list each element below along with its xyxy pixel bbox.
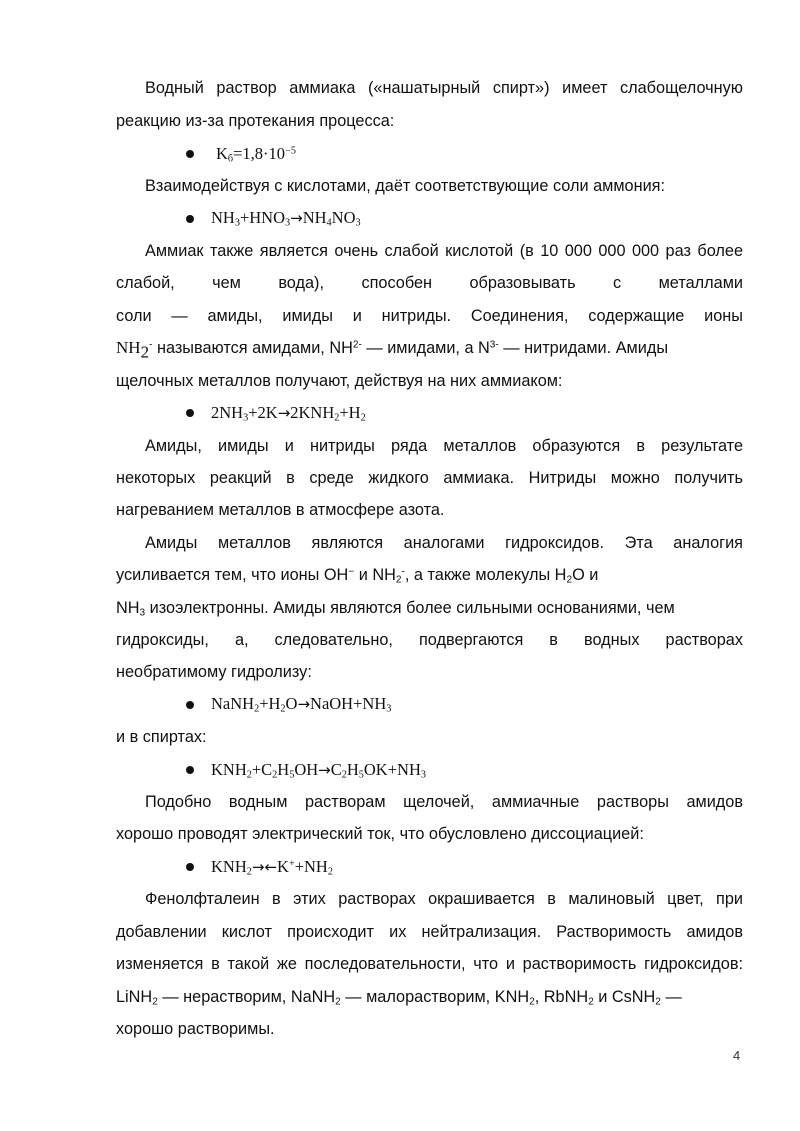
arrow-right-icon: → bbox=[290, 209, 303, 227]
paragraph-line: некоторых реакций в среде жидкого аммиака. Нитриды можно получить bbox=[116, 469, 743, 487]
bullet-icon bbox=[186, 701, 194, 709]
paragraph-line: Подобно водным растворам щелочей, аммиачные растворы амидов bbox=[145, 793, 743, 811]
paragraph-line: LiNH$_2$ — нерастворим, NaNH$_2$ — малорастворим, $KNH_2$, RbNH$_2$ и CsNH$_2$ — bbox=[116, 988, 682, 1008]
equation-potassium-amide-ethanol: $KNH_2+C_2H_5OH\to C_2H_5OK+NH_3$ bbox=[211, 760, 426, 781]
paragraph-line: хорошо проводят электрический ток, что обусловлено диссоциацией: bbox=[116, 825, 644, 843]
equation-ammonia-nitric-acid: $NH_3+HNO_3\to NH_4NO_3$ bbox=[211, 208, 361, 229]
arrow-right-icon: → bbox=[251, 858, 265, 876]
paragraph-line: Амиды металлов являются аналогами гидроксидов. Эта аналогия bbox=[145, 534, 743, 552]
paragraph-line: реакцию из-за протекания процесса: bbox=[116, 112, 395, 130]
paragraph-line: Водный раствор аммиака («нашатырный спирт») имеет слабощелочную bbox=[145, 79, 743, 97]
paragraph-line: Взаимодействуя с кислотами, даёт соответствующие соли аммония: bbox=[145, 177, 666, 195]
bullet-icon bbox=[186, 215, 194, 223]
equation-ammonia-potassium: $2NH_3+2K\to 2KNH_2+H_2$ bbox=[211, 403, 366, 424]
paragraph-line: Амиды, имиды и нитриды ряда металлов образуются в результате bbox=[145, 437, 743, 455]
paragraph-line: изменяется в такой же последовательности, что и растворимость гидроксидов: bbox=[116, 955, 743, 973]
paragraph-line: $NH_2^-$ называются амидами, $NH^{2-}$ — имидами, а $N^{3-}$ — нитридами. Амиды bbox=[116, 338, 669, 362]
bullet-icon bbox=[186, 150, 194, 158]
bullet-icon bbox=[186, 766, 194, 774]
arrow-right-icon: → bbox=[277, 404, 291, 422]
paragraph-line: Фенолфталеин в этих растворах окрашивается в малиновый цвет, при bbox=[145, 890, 743, 908]
arrow-right-icon: → bbox=[318, 761, 331, 779]
paragraph-line: Аммиак также является очень слабой кислотой (в 10 000 000 000 раз более bbox=[145, 242, 743, 260]
paragraph-line: слабой, чем вода), способен образовывать с металлами bbox=[116, 274, 743, 292]
paragraph-line: усиливается тем, что ионы OH− и $NH_2^-$, а также молекулы $H_2O$ и bbox=[116, 566, 599, 586]
equation-potassium-amide-dissociation: $KNH_2\to\leftarrow K^++NH_2$ bbox=[211, 857, 333, 878]
equation-dissociation-constant: $K_б=1,8\cdot 10^{-5}$ bbox=[216, 144, 296, 165]
page-number: 4 bbox=[733, 1048, 741, 1063]
paragraph-line: необратимому гидролизу: bbox=[116, 663, 312, 681]
paragraph-line: нагреванием металлов в атмосфере азота. bbox=[116, 501, 445, 519]
paragraph-line: $NH_3$ изоэлектронны. Амиды являются более сильными основаниями, чем bbox=[116, 599, 675, 619]
paragraph-line: добавлении кислот происходит их нейтрализация. Растворимость амидов bbox=[116, 923, 743, 941]
paragraph-line: щелочных металлов получают, действуя на них аммиаком: bbox=[116, 372, 563, 390]
arrow-left-icon: ← bbox=[264, 858, 278, 876]
paragraph-line: соли — амиды, имиды и нитриды. Соединения, содержащие ионы bbox=[116, 307, 743, 325]
bullet-icon bbox=[186, 409, 194, 417]
paragraph-line: и в спиртах: bbox=[116, 728, 207, 746]
arrow-right-icon: → bbox=[297, 695, 311, 713]
paragraph-line: хорошо растворимы. bbox=[116, 1020, 275, 1038]
bullet-icon bbox=[186, 863, 194, 871]
paragraph-line: гидроксиды, а, следовательно, подвергаются в водных растворах bbox=[116, 631, 743, 649]
equation-sodium-amide-hydrolysis: $NaNH_2+H_2O\to NaOH+NH_3$ bbox=[211, 694, 392, 715]
